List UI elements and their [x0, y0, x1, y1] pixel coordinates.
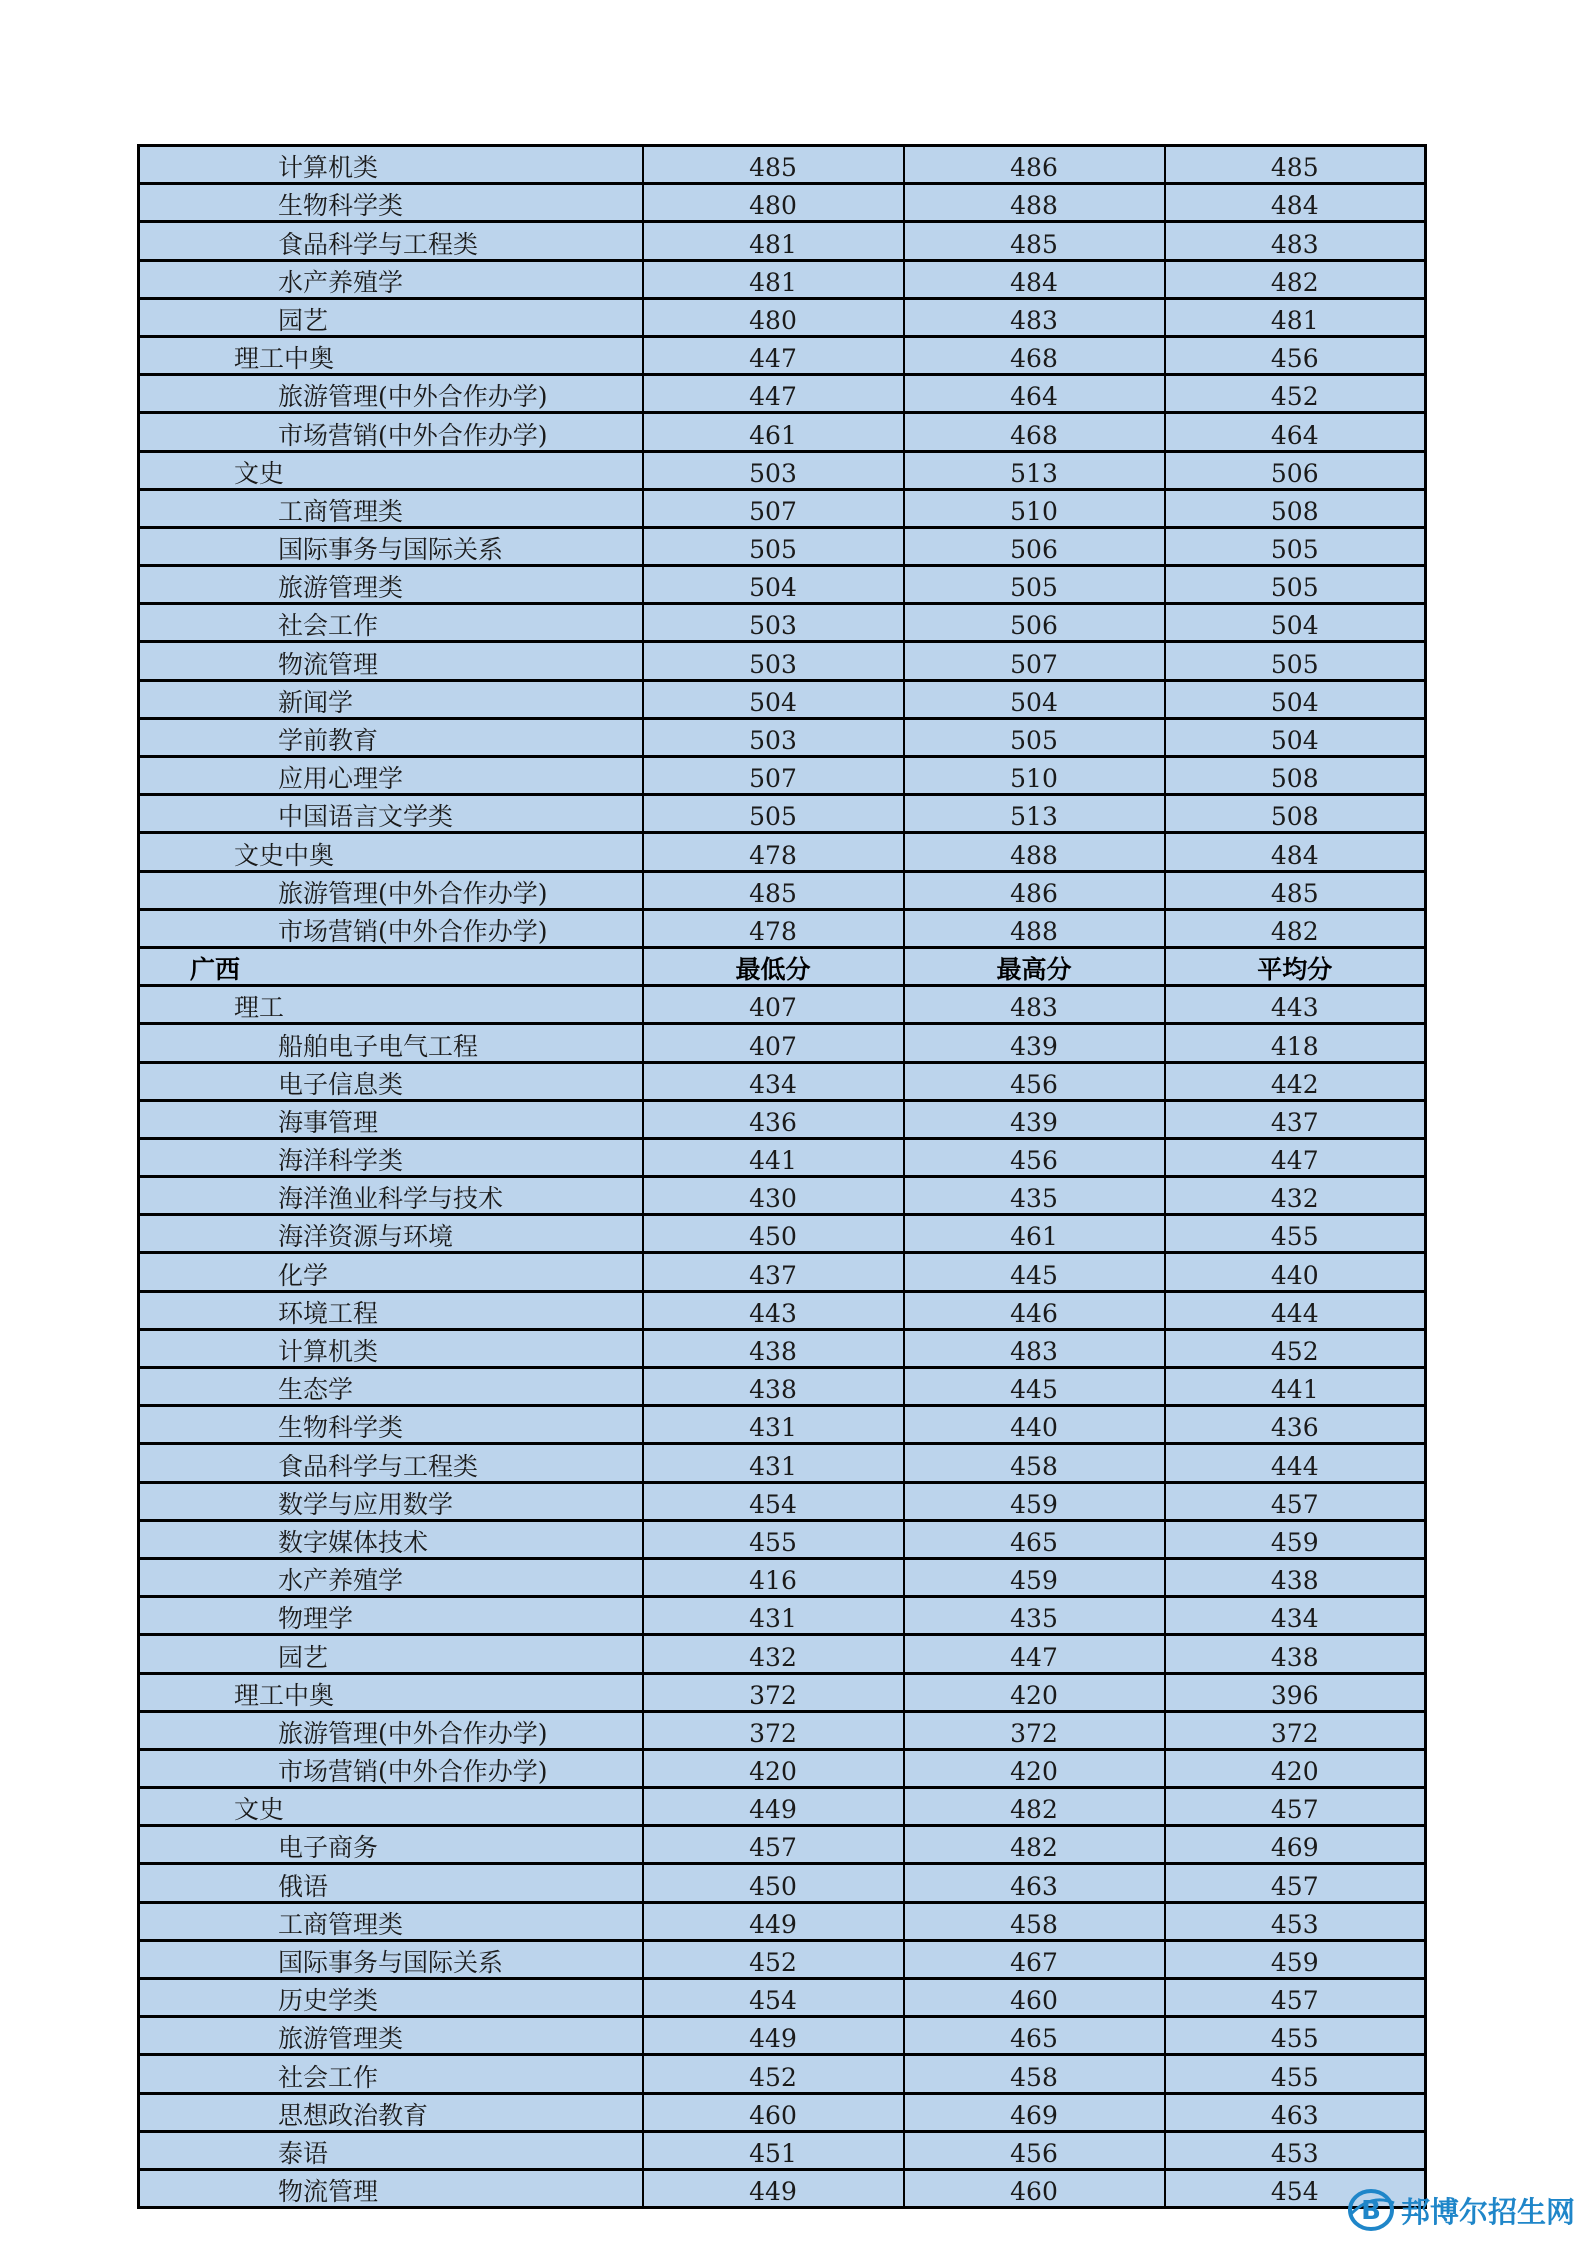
min-score-cell: 503 [643, 642, 904, 680]
min-score-cell: 441 [643, 1138, 904, 1176]
row-name-cell: 市场营销(中外合作办学) [139, 909, 643, 947]
min-score-cell: 481 [643, 222, 904, 260]
row-name-cell: 生物科学类 [139, 184, 643, 222]
row-name-cell: 数字媒体技术 [139, 1520, 643, 1558]
table-row [139, 298, 1426, 336]
row-name-cell: 理工中奥 [139, 1673, 643, 1711]
min-score-cell: 485 [643, 871, 904, 909]
max-score-cell: 506 [904, 527, 1165, 565]
min-score-cell: 447 [643, 336, 904, 374]
row-name-cell: 中国语言文学类 [139, 795, 643, 833]
row-name-cell: 旅游管理类 [139, 566, 643, 604]
row-name-cell: 船舶电子电气工程 [139, 1024, 643, 1062]
min-score-cell: 485 [643, 146, 904, 184]
avg-score-cell: 453 [1165, 1902, 1426, 1940]
row-name-cell: 市场营销(中外合作办学) [139, 413, 643, 451]
table-row [139, 1864, 1426, 1902]
avg-score-cell: 508 [1165, 489, 1426, 527]
min-score-cell: 438 [643, 1329, 904, 1367]
table-row [139, 1253, 1426, 1291]
max-score-cell: 458 [904, 1444, 1165, 1482]
category-row [139, 451, 1426, 489]
table-row [139, 146, 1426, 184]
avg-score-cell: 420 [1165, 1749, 1426, 1787]
table-row [139, 1329, 1426, 1367]
table-row [139, 566, 1426, 604]
min-score-cell: 449 [643, 2017, 904, 2055]
min-score-cell: 447 [643, 375, 904, 413]
max-score-cell: 458 [904, 1902, 1165, 1940]
row-name-cell: 园艺 [139, 1635, 643, 1673]
row-name-cell: 学前教育 [139, 718, 643, 756]
table-row [139, 1597, 1426, 1635]
table-row [139, 1177, 1426, 1215]
max-score-cell: 420 [904, 1749, 1165, 1787]
min-score-cell: 407 [643, 986, 904, 1024]
max-score-cell: 464 [904, 375, 1165, 413]
table-row [139, 1100, 1426, 1138]
avg-score-cell: 396 [1165, 1673, 1426, 1711]
min-score-cell: 454 [643, 1979, 904, 2017]
row-name-cell: 海事管理 [139, 1100, 643, 1138]
min-score-cell: 451 [643, 2131, 904, 2169]
row-name-cell: 水产养殖学 [139, 260, 643, 298]
table-row [139, 1138, 1426, 1176]
max-score-cell: 439 [904, 1100, 1165, 1138]
min-score-cell: 431 [643, 1597, 904, 1635]
avg-score-cell: 463 [1165, 2093, 1426, 2131]
min-score-cell: 454 [643, 1482, 904, 1520]
min-score-cell: 505 [643, 527, 904, 565]
max-score-cell: 465 [904, 1520, 1165, 1558]
max-score-cell: 482 [904, 1788, 1165, 1826]
avg-score-cell: 456 [1165, 336, 1426, 374]
avg-score-cell: 508 [1165, 795, 1426, 833]
category-row [139, 986, 1426, 1024]
avg-score-cell: 444 [1165, 1291, 1426, 1329]
max-score-cell: 435 [904, 1177, 1165, 1215]
max-score-cell: 456 [904, 2131, 1165, 2169]
min-score-cell: 450 [643, 1864, 904, 1902]
table-row [139, 1444, 1426, 1482]
min-score-cell: 431 [643, 1406, 904, 1444]
table-row [139, 795, 1426, 833]
avg-score-cell: 505 [1165, 566, 1426, 604]
category-row [139, 1788, 1426, 1826]
max-score-cell: 513 [904, 451, 1165, 489]
row-name-cell: 俄语 [139, 1864, 643, 1902]
max-score-cell: 468 [904, 413, 1165, 451]
min-score-cell: 504 [643, 680, 904, 718]
row-name-cell: 物流管理 [139, 2169, 643, 2207]
avg-score-cell: 372 [1165, 1711, 1426, 1749]
max-score-cell: 458 [904, 2055, 1165, 2093]
avg-score-cell: 434 [1165, 1597, 1426, 1635]
avg-score-cell: 453 [1165, 2131, 1426, 2169]
max-score-cell: 486 [904, 871, 1165, 909]
max-score-cell: 447 [904, 1635, 1165, 1673]
row-name-cell: 海洋资源与环境 [139, 1215, 643, 1253]
table-row [139, 413, 1426, 451]
row-name-cell: 食品科学与工程类 [139, 222, 643, 260]
avg-score-cell: 484 [1165, 833, 1426, 871]
row-name-cell: 应用心理学 [139, 757, 643, 795]
max-score-cell: 483 [904, 298, 1165, 336]
table-row [139, 1062, 1426, 1100]
row-name-cell: 旅游管理(中外合作办学) [139, 871, 643, 909]
table-row [139, 184, 1426, 222]
table-row [139, 375, 1426, 413]
min-score-cell: 416 [643, 1558, 904, 1596]
min-score-cell: 最低分 [643, 947, 904, 985]
min-score-cell: 431 [643, 1444, 904, 1482]
row-name-cell: 社会工作 [139, 2055, 643, 2093]
avg-score-cell: 441 [1165, 1368, 1426, 1406]
max-score-cell: 510 [904, 489, 1165, 527]
max-score-cell: 435 [904, 1597, 1165, 1635]
avg-score-cell: 432 [1165, 1177, 1426, 1215]
max-score-cell: 467 [904, 1940, 1165, 1978]
max-score-cell: 439 [904, 1024, 1165, 1062]
table-row [139, 909, 1426, 947]
row-name-cell: 化学 [139, 1253, 643, 1291]
table-row [139, 2055, 1426, 2093]
min-score-cell: 449 [643, 2169, 904, 2207]
min-score-cell: 503 [643, 718, 904, 756]
score-table [137, 144, 1427, 2209]
min-score-cell: 372 [643, 1711, 904, 1749]
max-score-cell: 483 [904, 986, 1165, 1024]
max-score-cell: 488 [904, 184, 1165, 222]
table-row [139, 222, 1426, 260]
avg-score-cell: 457 [1165, 1864, 1426, 1902]
avg-score-cell: 454 [1165, 2169, 1426, 2207]
min-score-cell: 503 [643, 604, 904, 642]
table-row [139, 1368, 1426, 1406]
row-name-cell: 电子商务 [139, 1826, 643, 1864]
max-score-cell: 488 [904, 833, 1165, 871]
row-name-cell: 旅游管理类 [139, 2017, 643, 2055]
table-row [139, 718, 1426, 756]
max-score-cell: 460 [904, 2169, 1165, 2207]
avg-score-cell: 485 [1165, 871, 1426, 909]
max-score-cell: 505 [904, 718, 1165, 756]
max-score-cell: 445 [904, 1368, 1165, 1406]
max-score-cell: 460 [904, 1979, 1165, 2017]
avg-score-cell: 482 [1165, 909, 1426, 947]
min-score-cell: 432 [643, 1635, 904, 1673]
row-name-cell: 环境工程 [139, 1291, 643, 1329]
row-name-cell: 文史 [139, 1788, 643, 1826]
max-score-cell: 440 [904, 1406, 1165, 1444]
table-row [139, 489, 1426, 527]
watermark-text: 邦博尔招生网 [1401, 2194, 1576, 2229]
avg-score-cell: 455 [1165, 2017, 1426, 2055]
max-score-cell: 372 [904, 1711, 1165, 1749]
b-logo-icon [1347, 2185, 1397, 2235]
row-name-cell: 生物科学类 [139, 1406, 643, 1444]
category-row [139, 833, 1426, 871]
max-score-cell: 420 [904, 1673, 1165, 1711]
row-name-cell: 新闻学 [139, 680, 643, 718]
min-score-cell: 452 [643, 2055, 904, 2093]
table-row [139, 871, 1426, 909]
table-row [139, 1749, 1426, 1787]
row-name-cell: 园艺 [139, 298, 643, 336]
max-score-cell: 504 [904, 680, 1165, 718]
avg-score-cell: 469 [1165, 1826, 1426, 1864]
max-score-cell: 482 [904, 1826, 1165, 1864]
table-row [139, 2131, 1426, 2169]
table-row [139, 680, 1426, 718]
row-name-cell: 海洋渔业科学与技术 [139, 1177, 643, 1215]
max-score-cell: 486 [904, 146, 1165, 184]
row-name-cell: 数学与应用数学 [139, 1482, 643, 1520]
svg-text:B: B [1361, 2196, 1381, 2226]
avg-score-cell: 457 [1165, 1482, 1426, 1520]
max-score-cell: 468 [904, 336, 1165, 374]
min-score-cell: 434 [643, 1062, 904, 1100]
max-score-cell: 513 [904, 795, 1165, 833]
avg-score-cell: 457 [1165, 1979, 1426, 2017]
min-score-cell: 420 [643, 1749, 904, 1787]
score-table-body [139, 146, 1426, 2208]
min-score-cell: 461 [643, 413, 904, 451]
max-score-cell: 456 [904, 1062, 1165, 1100]
avg-score-cell: 504 [1165, 680, 1426, 718]
table-row [139, 1291, 1426, 1329]
avg-score-cell: 443 [1165, 986, 1426, 1024]
row-name-cell: 计算机类 [139, 146, 643, 184]
table-row [139, 757, 1426, 795]
avg-score-cell: 455 [1165, 1215, 1426, 1253]
min-score-cell: 460 [643, 2093, 904, 2131]
avg-score-cell: 504 [1165, 604, 1426, 642]
table-row [139, 604, 1426, 642]
avg-score-cell: 440 [1165, 1253, 1426, 1291]
table-row [139, 1711, 1426, 1749]
table-row [139, 1024, 1426, 1062]
row-name-cell: 食品科学与工程类 [139, 1444, 643, 1482]
avg-score-cell: 482 [1165, 260, 1426, 298]
avg-score-cell: 457 [1165, 1788, 1426, 1826]
avg-score-cell: 459 [1165, 1940, 1426, 1978]
table-row [139, 1902, 1426, 1940]
avg-score-cell: 447 [1165, 1138, 1426, 1176]
min-score-cell: 372 [643, 1673, 904, 1711]
min-score-cell: 450 [643, 1215, 904, 1253]
table-row [139, 260, 1426, 298]
table-row [139, 2093, 1426, 2131]
avg-score-cell: 504 [1165, 718, 1426, 756]
row-name-cell: 社会工作 [139, 604, 643, 642]
row-name-cell: 工商管理类 [139, 489, 643, 527]
province-header-row [139, 947, 1426, 985]
row-name-cell: 海洋科学类 [139, 1138, 643, 1176]
table-row [139, 1406, 1426, 1444]
row-name-cell: 市场营销(中外合作办学) [139, 1749, 643, 1787]
row-name-cell: 文史 [139, 451, 643, 489]
avg-score-cell: 442 [1165, 1062, 1426, 1100]
min-score-cell: 443 [643, 1291, 904, 1329]
table-row [139, 527, 1426, 565]
avg-score-cell: 508 [1165, 757, 1426, 795]
avg-score-cell: 418 [1165, 1024, 1426, 1062]
min-score-cell: 437 [643, 1253, 904, 1291]
row-name-cell: 旅游管理(中外合作办学) [139, 1711, 643, 1749]
max-score-cell: 446 [904, 1291, 1165, 1329]
min-score-cell: 503 [643, 451, 904, 489]
row-name-cell: 泰语 [139, 2131, 643, 2169]
row-name-cell: 广西 [139, 947, 643, 985]
row-name-cell: 国际事务与国际关系 [139, 1940, 643, 1978]
max-score-cell: 最高分 [904, 947, 1165, 985]
row-name-cell: 物流管理 [139, 642, 643, 680]
min-score-cell: 507 [643, 489, 904, 527]
avg-score-cell: 484 [1165, 184, 1426, 222]
min-score-cell: 449 [643, 1788, 904, 1826]
min-score-cell: 436 [643, 1100, 904, 1138]
min-score-cell: 504 [643, 566, 904, 604]
avg-score-cell: 444 [1165, 1444, 1426, 1482]
max-score-cell: 469 [904, 2093, 1165, 2131]
row-name-cell: 理工中奥 [139, 336, 643, 374]
max-score-cell: 459 [904, 1558, 1165, 1596]
row-name-cell: 历史学类 [139, 1979, 643, 2017]
min-score-cell: 480 [643, 298, 904, 336]
avg-score-cell: 505 [1165, 527, 1426, 565]
min-score-cell: 452 [643, 1940, 904, 1978]
max-score-cell: 506 [904, 604, 1165, 642]
min-score-cell: 430 [643, 1177, 904, 1215]
avg-score-cell: 436 [1165, 1406, 1426, 1444]
avg-score-cell: 483 [1165, 222, 1426, 260]
avg-score-cell: 452 [1165, 1329, 1426, 1367]
row-name-cell: 文史中奥 [139, 833, 643, 871]
avg-score-cell: 505 [1165, 642, 1426, 680]
min-score-cell: 505 [643, 795, 904, 833]
max-score-cell: 488 [904, 909, 1165, 947]
min-score-cell: 478 [643, 909, 904, 947]
row-name-cell: 物理学 [139, 1597, 643, 1635]
row-name-cell: 计算机类 [139, 1329, 643, 1367]
row-name-cell: 生态学 [139, 1368, 643, 1406]
table-row [139, 1979, 1426, 2017]
table-row [139, 2169, 1426, 2207]
max-score-cell: 485 [904, 222, 1165, 260]
max-score-cell: 483 [904, 1329, 1165, 1367]
avg-score-cell: 438 [1165, 1635, 1426, 1673]
site-watermark [1347, 2185, 1575, 2235]
max-score-cell: 465 [904, 2017, 1165, 2055]
row-name-cell: 理工 [139, 986, 643, 1024]
max-score-cell: 505 [904, 566, 1165, 604]
avg-score-cell: 437 [1165, 1100, 1426, 1138]
avg-score-cell: 506 [1165, 451, 1426, 489]
min-score-cell: 438 [643, 1368, 904, 1406]
max-score-cell: 459 [904, 1482, 1165, 1520]
min-score-cell: 449 [643, 1902, 904, 1940]
avg-score-cell: 485 [1165, 146, 1426, 184]
table-row [139, 1558, 1426, 1596]
max-score-cell: 463 [904, 1864, 1165, 1902]
min-score-cell: 455 [643, 1520, 904, 1558]
max-score-cell: 445 [904, 1253, 1165, 1291]
row-name-cell: 国际事务与国际关系 [139, 527, 643, 565]
row-name-cell: 电子信息类 [139, 1062, 643, 1100]
avg-score-cell: 464 [1165, 413, 1426, 451]
min-score-cell: 407 [643, 1024, 904, 1062]
table-row [139, 1635, 1426, 1673]
table-row [139, 1940, 1426, 1978]
table-row [139, 642, 1426, 680]
max-score-cell: 461 [904, 1215, 1165, 1253]
max-score-cell: 456 [904, 1138, 1165, 1176]
table-row [139, 1826, 1426, 1864]
row-name-cell: 水产养殖学 [139, 1558, 643, 1596]
avg-score-cell: 459 [1165, 1520, 1426, 1558]
avg-score-cell: 平均分 [1165, 947, 1426, 985]
row-name-cell: 思想政治教育 [139, 2093, 643, 2131]
min-score-cell: 481 [643, 260, 904, 298]
category-row [139, 1673, 1426, 1711]
row-name-cell: 工商管理类 [139, 1902, 643, 1940]
category-row [139, 336, 1426, 374]
table-row [139, 1520, 1426, 1558]
table-row [139, 2017, 1426, 2055]
avg-score-cell: 481 [1165, 298, 1426, 336]
min-score-cell: 480 [643, 184, 904, 222]
min-score-cell: 478 [643, 833, 904, 871]
max-score-cell: 510 [904, 757, 1165, 795]
table-row [139, 1215, 1426, 1253]
min-score-cell: 507 [643, 757, 904, 795]
avg-score-cell: 452 [1165, 375, 1426, 413]
max-score-cell: 484 [904, 260, 1165, 298]
avg-score-cell: 438 [1165, 1558, 1426, 1596]
min-score-cell: 457 [643, 1826, 904, 1864]
avg-score-cell: 455 [1165, 2055, 1426, 2093]
table-row [139, 1482, 1426, 1520]
max-score-cell: 507 [904, 642, 1165, 680]
row-name-cell: 旅游管理(中外合作办学) [139, 375, 643, 413]
